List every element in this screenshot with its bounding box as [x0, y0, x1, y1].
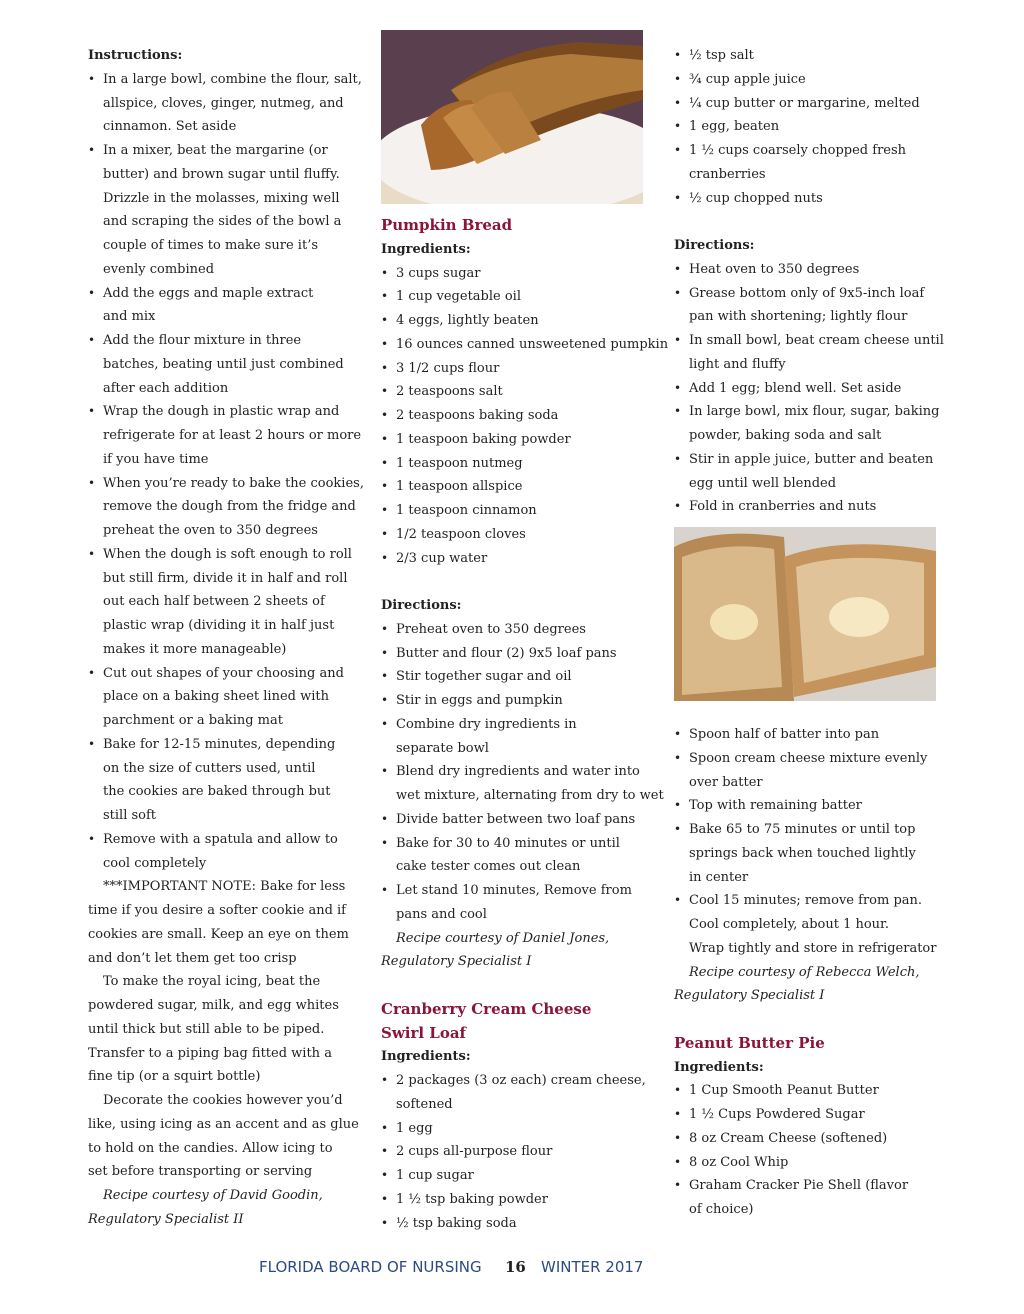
list-item: • Spoon half of batter into pan: [674, 723, 938, 747]
list-item-continuation: Wrap tightly and store in refrigerator: [689, 940, 937, 956]
list-item-continuation: place on a baking sheet lined with: [103, 689, 329, 705]
section-heading: Instructions:: [88, 48, 183, 63]
list-item: • 8 oz Cream Cheese (softened): [674, 1127, 938, 1151]
section-heading: Ingredients:: [381, 241, 471, 257]
list-item: • Bake for 12-15 minutes, depending: [88, 733, 360, 757]
column-left: [88, 44, 364, 1232]
list-item: • 1 ½ tsp baking powder: [381, 1188, 653, 1212]
list-item-continuation: springs back when touched lightly: [689, 845, 916, 861]
list-item: • 2 cups all-purpose flour: [381, 1140, 653, 1164]
list-item-continuation: pans and cool: [396, 906, 487, 922]
paragraph-line: Decorate the cookies however you’d: [103, 1093, 343, 1108]
list-item: • Divide batter between two loaf pans: [381, 808, 653, 832]
list-item-continuation: couple of times to make sure it’s: [103, 238, 318, 253]
list-item: • ½ tsp salt: [674, 44, 938, 68]
list-item: • In small bowl, beat cream cheese until: [674, 329, 938, 353]
list-item-continuation: and scraping the sides of the bowl a: [103, 214, 342, 230]
list-item: • 1 teaspoon baking powder: [381, 428, 653, 452]
list-item: • 1 egg, beaten: [674, 115, 938, 139]
section-heading: Ingredients:: [381, 1049, 471, 1065]
list-item-continuation: separate bowl: [396, 740, 489, 756]
list-item: • Top with remaining batter: [674, 794, 938, 818]
footer-page-number: 16: [505, 1258, 526, 1276]
paragraph-line: ***IMPORTANT NOTE: Bake for less: [103, 879, 346, 895]
list-item: • When you’re ready to bake the cookies,: [88, 472, 360, 496]
list-item: • ¾ cup apple juice: [674, 68, 938, 92]
list-item: • Spoon cream cheese mixture evenly: [674, 747, 938, 771]
recipe-credit: Regulatory Specialist I: [381, 954, 532, 970]
list-item: • 2 teaspoons baking soda: [381, 404, 653, 428]
list-item: • Stir in apple juice, butter and beaten: [674, 448, 938, 472]
paragraph-line: set before transporting or serving: [88, 1164, 313, 1180]
list-item: • 8 oz Cool Whip: [674, 1151, 938, 1175]
list-item: • 4 eggs, lightly beaten: [381, 309, 653, 333]
list-item-continuation: after each addition: [103, 380, 229, 396]
section-heading: Directions:: [381, 598, 462, 613]
recipe-credit: Recipe courtesy of Daniel Jones,: [396, 930, 610, 946]
list-item-continuation: egg until well blended: [689, 475, 837, 491]
list-item-continuation: Drizzle in the molasses, mixing well: [103, 190, 340, 206]
spacer: [674, 210, 938, 234]
list-item: • 1 egg: [381, 1117, 653, 1141]
list-item-continuation: still soft: [103, 808, 157, 823]
list-item: • When the dough is soft enough to roll: [88, 543, 360, 567]
list-item: • 1 teaspoon allspice: [381, 475, 653, 499]
list-item-continuation: plastic wrap (dividing it in half just: [103, 618, 335, 633]
list-item: • Add the flour mixture in three: [88, 329, 360, 353]
recipe-title: Peanut Butter Pie: [674, 1033, 825, 1052]
list-item: • ¼ cup butter or margarine, melted: [674, 92, 938, 116]
pumpkin-bread-photo: [381, 30, 643, 204]
list-item-continuation: cinnamon. Set aside: [103, 119, 237, 135]
paragraph-line: to hold on the candies. Allow icing to: [88, 1140, 333, 1156]
list-item: • Fold in cranberries and nuts: [674, 495, 938, 519]
section-heading: Ingredients:: [674, 1059, 764, 1075]
list-item-continuation: batches, beating until just combined: [103, 356, 344, 372]
list-item-continuation: wet mixture, alternating from dry to wet: [396, 788, 664, 803]
spacer: [381, 974, 653, 998]
list-item-continuation: cranberries: [689, 166, 766, 182]
list-item-continuation: but still firm, divide it in half and roll: [103, 570, 348, 586]
list-item: • 1 teaspoon cinnamon: [381, 499, 653, 523]
recipe-credit: Recipe courtesy of Rebecca Welch,: [689, 964, 920, 980]
recipe-title: Pumpkin Bread: [381, 216, 513, 234]
footer-issue: WINTER 2017: [541, 1258, 644, 1276]
list-item: • 3 cups sugar: [381, 262, 653, 286]
list-item: • 1 ½ cups coarsely chopped fresh: [674, 139, 938, 163]
paragraph-line: until thick but still able to be piped.: [88, 1021, 325, 1037]
list-item: • Butter and flour (2) 9x5 loaf pans: [381, 642, 653, 666]
paragraph-line: To make the royal icing, beat the: [103, 974, 321, 990]
list-item-continuation: allspice, cloves, ginger, nutmeg, and: [103, 95, 344, 111]
list-item: • Heat oven to 350 degrees: [674, 258, 938, 282]
list-item: • Let stand 10 minutes, Remove from: [381, 879, 653, 903]
list-item-continuation: the cookies are baked through but: [103, 784, 331, 800]
list-item-continuation: in center: [689, 869, 749, 885]
paragraph-line: time if you desire a softer cookie and if: [88, 903, 346, 918]
list-item: • Add 1 egg; blend well. Set aside: [674, 377, 938, 401]
list-item-continuation: makes it more manageable): [103, 641, 287, 657]
list-item: • Graham Cracker Pie Shell (flavor: [674, 1174, 938, 1198]
list-item: • 1 teaspoon nutmeg: [381, 452, 653, 476]
footer-publication: FLORIDA BOARD OF NURSING: [259, 1258, 482, 1276]
list-item-continuation: on the size of cutters used, until: [103, 760, 316, 776]
list-item: • ½ cup chopped nuts: [674, 187, 938, 211]
paragraph-line: and don’t let them get too crisp: [88, 950, 297, 966]
list-item: • 1 Cup Smooth Peanut Butter: [674, 1079, 938, 1103]
recipe-title: Swirl Loaf: [381, 1023, 466, 1042]
list-item: • 2/3 cup water: [381, 547, 653, 571]
cranberry-loaf-photo: [674, 527, 936, 701]
column-middle: [381, 30, 669, 1235]
list-item: • 2 packages (3 oz each) cream cheese,: [381, 1069, 653, 1093]
list-item: • ½ tsp baking soda: [381, 1212, 653, 1236]
paragraph-line: Transfer to a piping bag fitted with a: [88, 1045, 332, 1061]
list-item: • 1/2 teaspoon cloves: [381, 523, 653, 547]
paragraph-line: cookies are small. Keep an eye on them: [88, 926, 349, 942]
list-item: • 1 cup sugar: [381, 1164, 653, 1188]
list-item: • Cool 15 minutes; remove from pan.: [674, 889, 938, 913]
list-item-continuation: over batter: [689, 774, 763, 790]
paragraph-line: fine tip (or a squirt bottle): [88, 1069, 261, 1085]
list-item-continuation: evenly combined: [103, 261, 215, 277]
list-item-continuation: Cool completely, about 1 hour.: [689, 917, 889, 932]
list-item-continuation: of choice): [689, 1202, 754, 1217]
list-item-continuation: butter) and brown sugar until fluffy.: [103, 166, 340, 182]
list-item-continuation: cool completely: [103, 855, 207, 871]
list-item: • In large bowl, mix flour, sugar, baking: [674, 400, 938, 424]
list-item-continuation: powder, baking soda and salt: [689, 428, 882, 443]
list-item: • In a mixer, beat the margarine (or: [88, 139, 360, 163]
list-item: • 1 ½ Cups Powdered Sugar: [674, 1103, 938, 1127]
list-item: • Bake for 30 to 40 minutes or until: [381, 832, 653, 856]
list-item-continuation: out each half between 2 sheets of: [103, 594, 325, 610]
recipe-credit: Regulatory Specialist I: [674, 988, 825, 1004]
spacer: [381, 570, 653, 594]
recipe-credit: Regulatory Specialist II: [88, 1211, 244, 1227]
list-item: • Grease bottom only of 9x5-inch loaf: [674, 282, 938, 306]
list-item: • In a large bowl, combine the flour, salt,: [88, 68, 360, 92]
list-item: • Cut out shapes of your choosing and: [88, 662, 360, 686]
list-item-continuation: if you have time: [103, 451, 209, 467]
list-item-continuation: refrigerate for at least 2 hours or more: [103, 428, 362, 443]
list-item-continuation: cake tester comes out clean: [396, 859, 581, 875]
list-item: • 16 ounces canned unsweetened pumpkin: [381, 333, 653, 357]
list-item: • Remove with a spatula and allow to: [88, 828, 360, 852]
paragraph-line: like, using icing as an accent and as glue: [88, 1116, 359, 1132]
paragraph-line: powdered sugar, milk, and egg whites: [88, 998, 339, 1013]
recipe-credit: Recipe courtesy of David Goodin,: [103, 1188, 323, 1203]
list-item-continuation: light and fluffy: [689, 356, 786, 372]
list-item-continuation: softened: [396, 1096, 453, 1112]
list-item-continuation: pan with shortening; lightly flour: [689, 309, 908, 325]
list-item-continuation: remove the dough from the fridge and: [103, 499, 356, 515]
list-item-continuation: and mix: [103, 309, 156, 325]
list-item: • Stir together sugar and oil: [381, 665, 653, 689]
column-right: [674, 44, 944, 1222]
list-item: • 2 teaspoons salt: [381, 380, 653, 404]
list-item: • Add the eggs and maple extract: [88, 282, 360, 306]
list-item-continuation: parchment or a baking mat: [103, 713, 283, 728]
list-item: • 1 cup vegetable oil: [381, 285, 653, 309]
spacer: [674, 1008, 938, 1032]
list-item: • Combine dry ingredients in: [381, 713, 653, 737]
list-item: • Bake 65 to 75 minutes or until top: [674, 818, 938, 842]
list-item: • Blend dry ingredients and water into: [381, 760, 653, 784]
list-item: • 3 1/2 cups flour: [381, 357, 653, 381]
recipe-title: Cranberry Cream Cheese: [381, 999, 592, 1018]
list-item-continuation: preheat the oven to 350 degrees: [103, 523, 318, 538]
section-heading: Directions:: [674, 238, 755, 253]
list-item: • Stir in eggs and pumpkin: [381, 689, 653, 713]
list-item: • Wrap the dough in plastic wrap and: [88, 400, 360, 424]
list-item: • Preheat oven to 350 degrees: [381, 618, 653, 642]
